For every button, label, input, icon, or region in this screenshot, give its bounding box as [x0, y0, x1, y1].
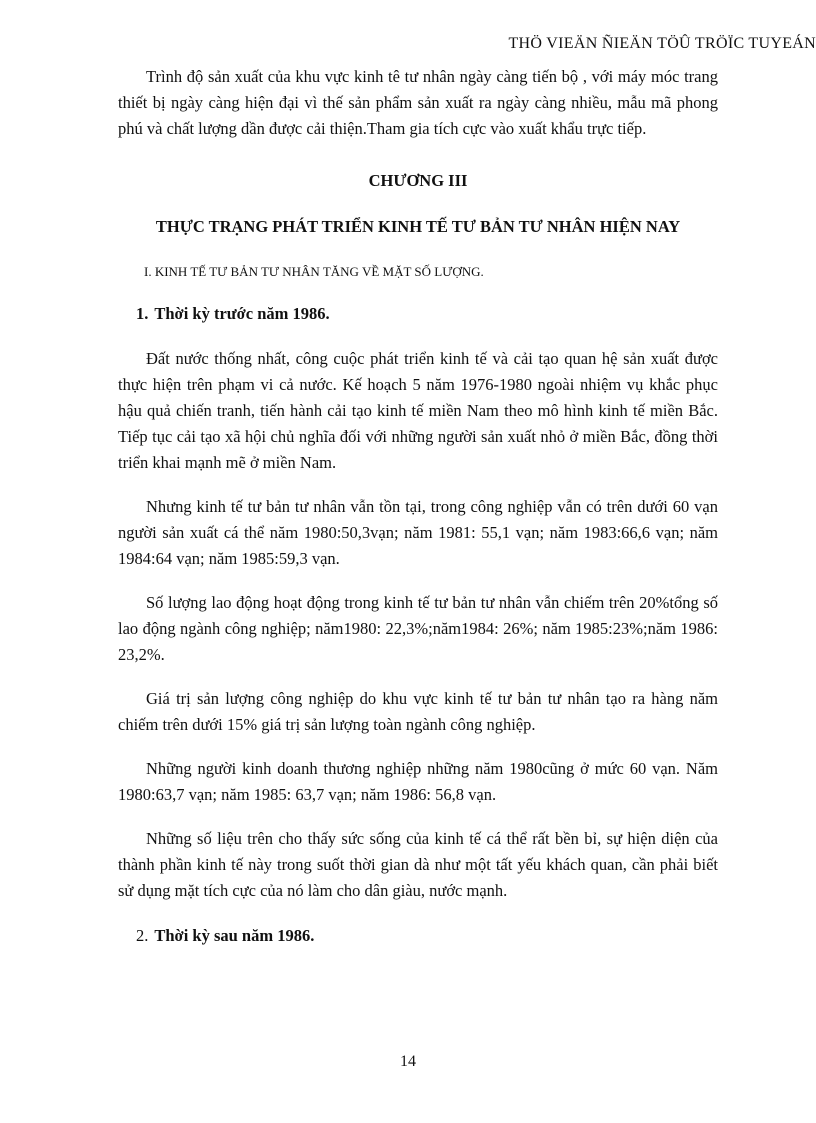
body-paragraph: Giá trị sản lượng công nghiệp do khu vực kinh tế tư bản tư nhân tạo ra hàng năm chiếm trên dưới 15% giá trị sản lượng toàn ngành công nghiệp. — [118, 689, 718, 734]
body-paragraph: Số lượng lao động hoạt động trong kinh tế tư bản tư nhân vẫn chiếm trên 20%tổng số lao động ngành công nghiệp; năm1980: 22,3%;năm1984: 26%; năm 1985:23%;năm 1986: 23,2%. — [118, 593, 718, 664]
subsection-number: 2. — [136, 926, 149, 945]
chapter-title: THỰC TRẠNG PHÁT TRIỂN KINH TẾ TƯ BẢN TƯ NHÂN HIỆN NAY — [155, 217, 681, 236]
running-header: THÖ VIEÄN ÑIEÄN TÖÛ TRÖÏC TUYEÁN — [508, 35, 816, 52]
page-content — [118, 64, 718, 946]
subsection-heading-2 — [118, 926, 718, 946]
body-paragraph: Những số liệu trên cho thấy sức sống của kinh tế cá thể rất bền bỉ, sự hiện diện của thành phần kinh tế này trong suốt thời gian dà như một tất yếu khách quan, cần phải biết sử dụng mặt tích cực của nó làm cho dân giàu, nước mạnh. — [118, 829, 718, 900]
page-number: 14 — [400, 1053, 416, 1070]
body-paragraph: Nhưng kinh tế tư bản tư nhân vẫn tồn tại, trong công nghiệp vẫn có trên dưới 60 vạn người sản xuất cá thể năm 1980:50,3vạn; năm 1981: 55,1 vạn; năm 1983:66,6 vạn; năm 1984:64 vạn; năm 1985:59,3 vạn. — [118, 497, 718, 568]
body-paragraph: Đất nước thống nhất, công cuộc phát triển kinh tế và cải tạo quan hệ sản xuất được thực hiện trên phạm vi cả nước. Kế hoạch 5 năm 1976-1980 ngoài nhiệm vụ khắc phục hậu quả chiến tranh, tiến hành cải tạo kinh tế miền Nam theo mô hình kinh tế miền Bắc. Tiếp tục cải tạo xã hội chủ nghĩa đối với những người sản xuất nhỏ ở miền Bắc, đồng thời triển khai mạnh mẽ ở miền Nam. — [118, 349, 718, 472]
subsection-title: Thời kỳ sau năm 1986. — [154, 926, 315, 945]
subsection-title: Thời kỳ trước năm 1986. — [154, 304, 330, 323]
intro-paragraph: Trình độ sản xuất của khu vực kinh tê tư nhân ngày càng tiến bộ , với máy móc trang thiết bị ngày càng hiện đại vì thế sản phẩm sản xuất ra ngày càng nhiều, mẫu mã phong phú và chất lượng dần được cải thiện.Tham gia tích cực vào xuất khẩu trực tiếp. — [118, 67, 718, 138]
section-heading: I. KINH TẾ TƯ BẢN TƯ NHÂN TĂNG VỀ MẶT SỐ LƯỢNG. — [144, 264, 484, 279]
subsection-number: 1. — [136, 304, 149, 323]
subsection-heading-1 — [118, 304, 718, 324]
chapter-label: CHƯƠNG III — [368, 171, 468, 190]
body-paragraph: Những người kinh doanh thương nghiệp những năm 1980cũng ở mức 60 vạn. Năm 1980:63,7 vạn; năm 1985: 63,7 vạn; năm 1986: 56,8 vạn. — [118, 759, 718, 804]
